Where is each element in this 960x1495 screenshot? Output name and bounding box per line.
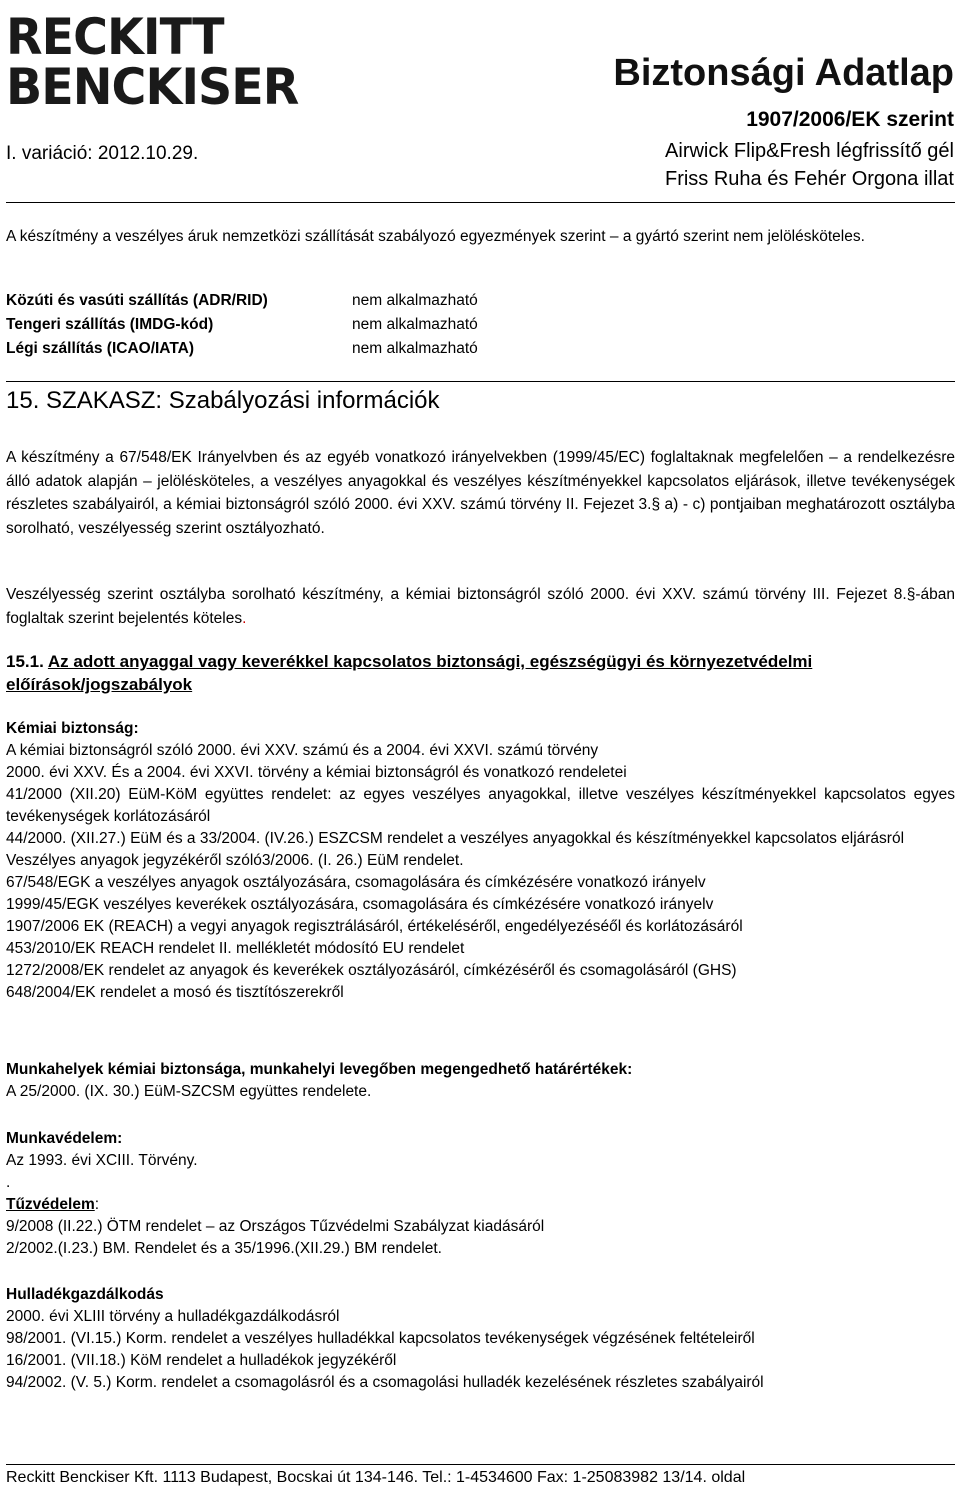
stray-period: . — [6, 1174, 11, 1191]
list-item: 67/548/EGK a veszélyes anyagok osztályozására, csomagolására és címkézésére vonatkozó irányelv — [6, 874, 706, 891]
transport-value: nem alkalmazható — [352, 340, 478, 357]
table-row — [6, 313, 478, 337]
list-item: 2/2002.(I.23.) BM. Rendelet és a 35/1996.(XII.29.) BM rendelet. — [6, 1240, 442, 1257]
list-item: 2000. évi XXV. És a 2004. évi XXVI. törvény a kémiai biztonságról és vonatkozó rendeletei — [6, 764, 627, 781]
chemical-safety-block — [6, 718, 955, 1004]
subsection-title — [6, 650, 955, 696]
fire-heading-colon: : — [94, 1196, 100, 1213]
list-item: 1907/2006 EK (REACH) a vegyi anyagok regisztrálásáról, értékeléséről, engedélyezéséől és korlátozásáról — [6, 918, 743, 935]
notification-paragraph — [6, 583, 955, 630]
document-title: Biztonsági Adatlap — [613, 52, 954, 94]
regulation-reference: 1907/2006/EK szerint — [746, 108, 954, 131]
list-item: Veszélyes anyagok jegyzékéről szóló3/2006. (I. 26.) EüM rendelet. — [6, 852, 464, 869]
list-item: A kémiai biztonságról szóló 2000. évi XXV. számú és a 2004. évi XXVI. számú törvény — [6, 742, 599, 759]
logo-text-line1: RECKITT — [6, 8, 224, 66]
list-item: 2000. évi XLIII törvény a hulladékgazdálkodásról — [6, 1308, 340, 1325]
fire-heading: Tűzvédelem — [6, 1196, 95, 1213]
transport-mode: Légi szállítás (ICAO/IATA) — [6, 340, 195, 357]
list-item: 648/2004/EK rendelet a mosó és tisztítószerekről — [6, 984, 344, 1001]
transport-value: nem alkalmazható — [352, 292, 478, 309]
product-variant: Friss Ruha és Fehér Orgona illat — [664, 168, 954, 190]
transport-intro: A készítmény a veszélyes áruk nemzetközi szállítását szabályozó egyezmények szerint – a gyártó szerint nem jelölésköteles. — [6, 228, 865, 245]
version-date: I. variáció: 2012.10.29. — [6, 143, 199, 164]
workplace-heading: Munkahelyek kémiai biztonsága, munkahelyi levegőben megengedhető határértékek: — [6, 1061, 633, 1078]
regulatory-paragraph: A készítmény a 67/548/EK Irányelvben és az egyéb vonatkozó irányelvekben (1999/45/EC) foglaltaknak megfelelően – a rendelkezésre álló adatok alapján – jelölésköteles, a veszélyes anyagokkal és veszélyes készítményekkel kapcsolatos eljárások, illetve tevékenységek részletes szabályairól, a kémiai biztonságról szóló 2000. évi XXV. számú törvény II. Fejezet 3.§ a) - c) pontjaiban meghatározott osztályba sorolható, veszélyesség szerint osztályozható. — [6, 449, 955, 537]
fire-block — [6, 1194, 955, 1260]
waste-heading: Hulladékgazdálkodás — [6, 1286, 164, 1303]
labor-heading: Munkavédelem: — [6, 1130, 123, 1147]
chemical-safety-heading: Kémiai biztonság: — [6, 720, 139, 737]
labor-block — [6, 1128, 955, 1194]
workplace-block — [6, 1059, 955, 1103]
subsection-number: 15.1. — [6, 652, 44, 671]
section-title: 15. SZAKASZ: Szabályozási információk — [6, 387, 440, 414]
fire-heading-line — [6, 1194, 955, 1216]
transport-mode: Tengeri szállítás (IMDG-kód) — [6, 316, 214, 333]
notification-period: . — [242, 609, 247, 627]
product-name: Airwick Flip&Fresh légfrissítő gél — [665, 140, 954, 162]
notification-text: Veszélyesség szerint osztályba sorolható készítmény, a kémiai biztonságról szóló 2000. évi XXV. számú törvény III. Fejezet 8.§-ában foglaltak szerint bejelentés köteles — [6, 586, 955, 627]
transport-value: nem alkalmazható — [352, 316, 478, 333]
table-row — [6, 289, 478, 313]
logo-text-line2: BENCKISER — [6, 58, 299, 116]
table-row — [6, 337, 478, 361]
subsection-heading: Az adott anyaggal vagy keverékkel kapcsolatos biztonsági, egészségügyi és környezetvédelmi előírások/jogszabályok — [6, 652, 813, 694]
list-item: 94/2002. (V. 5.) Korm. rendelet a csomagolásról és a csomagolási hulladék kezelésének részletes szabályairól — [6, 1374, 764, 1391]
header-divider — [6, 202, 955, 203]
list-item: Az 1993. évi XCIII. Törvény. — [6, 1152, 198, 1169]
list-item: A 25/2000. (IX. 30.) EüM-SZCSM együttes rendelete. — [6, 1083, 372, 1100]
list-item: 98/2001. (VI.15.) Korm. rendelet a veszélyes hulladékkal kapcsolatos tevékenységek végzésének feltételeiről — [6, 1330, 755, 1347]
waste-block — [6, 1284, 955, 1394]
list-item: 41/2000 (XII.20) EüM-KöM együttes rendelet: az egyes veszélyes anyagokkal, illetve veszélyes készítményekkel kapcsolatos egyes tevékenységek korlátozásáról — [6, 786, 955, 825]
list-item: 1999/45/EGK veszélyes keverékek osztályozására, csomagolására és címkézésére vonatkozó irányelv — [6, 896, 714, 913]
list-item: 1272/2008/EK rendelet az anyagok és keverékek osztályozásáról, címkézéséről és csomagolásáról (GHS) — [6, 962, 737, 979]
transport-table — [6, 289, 478, 361]
list-item: 16/2001. (VII.18.) KöM rendelet a hulladékok jegyzékéről — [6, 1352, 397, 1369]
company-logo — [6, 8, 299, 116]
footer-divider — [6, 1464, 955, 1465]
list-item: 9/2008 (II.22.) ÖTM rendelet – az Országos Tűzvédelmi Szabályzat kiadásáról — [6, 1218, 545, 1235]
list-item: 453/2010/EK REACH rendelet II. mellékletét módosító EU rendelet — [6, 940, 465, 957]
page-footer: Reckitt Benckiser Kft. 1113 Budapest, Bocskai út 134-146. Tel.: 1-4534600 Fax: 1-25083982 13/14. oldal — [6, 1469, 746, 1486]
section-divider — [6, 381, 955, 382]
list-item: 44/2000. (XII.27.) EüM és a 33/2004. (IV.26.) ESZCSM rendelet a veszélyes anyagokkal és készítményekkel kapcsolatos eljárásról — [6, 830, 905, 847]
transport-mode: Közúti és vasúti szállítás (ADR/RID) — [6, 292, 268, 309]
